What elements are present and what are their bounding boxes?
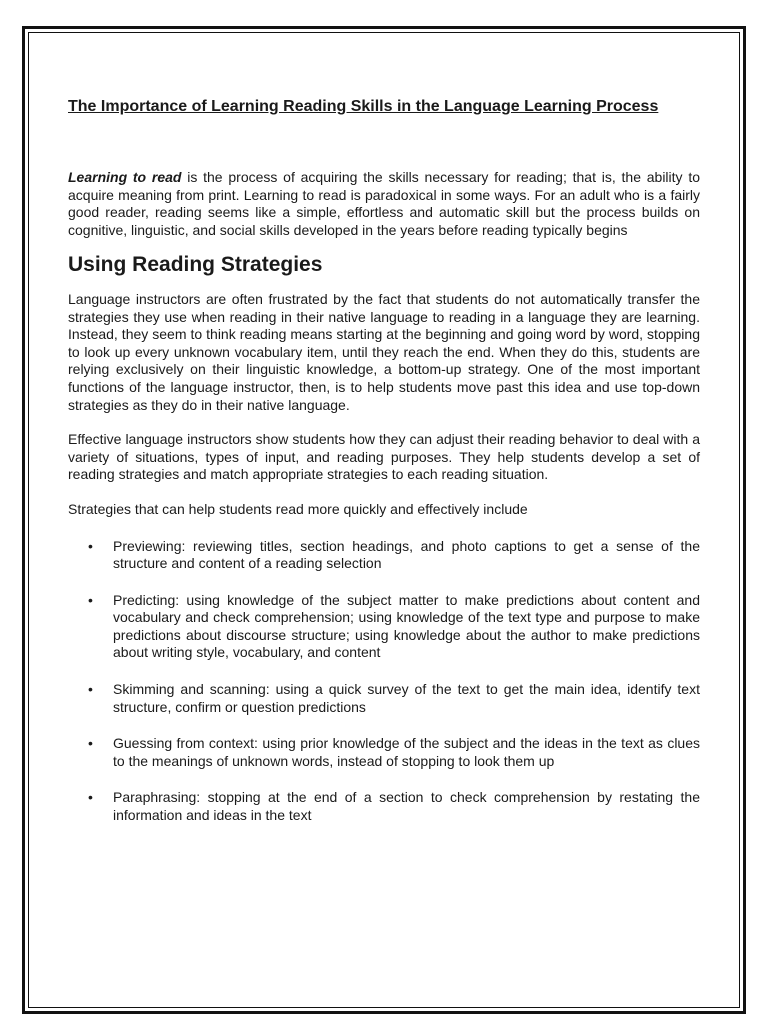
strategies-list [68, 538, 700, 825]
bullet-icon: • [88, 789, 93, 806]
list-item [68, 789, 700, 824]
document-title: The Importance of Learning Reading Skills in the Language Learning Process [68, 98, 659, 115]
list-item [68, 592, 700, 662]
intro-lead-term: Learning to read [68, 169, 182, 185]
body-paragraph: Language instructors are often frustrated by the fact that students do not automatically transfer the strategies they use when reading in their native language to reading in a language they are learning. Instead, they seem to think reading means starting at the beginning and going word by word, stopping to look up every unknown vocabulary item, until they reach the end. When they do this, students are relying exclusively on their linguistic knowledge, a bottom-up strategy. One of the most important functions of the language instructor, then, is to help students move past this idea and use top-down strategies as they do in their native language. [68, 290, 700, 413]
section-heading: Using Reading Strategies [68, 253, 323, 277]
intro-paragraph [68, 169, 700, 239]
list-item [68, 538, 700, 573]
body-paragraph: Effective language instructors show students how they can adjust their reading behavior to deal with a variety of situations, types of input, and reading purposes. They help students develop a set of reading strategies and match appropriate strategies to each reading situation. [68, 431, 700, 483]
intro-text: is the process of acquiring the skills necessary for reading; that is, the ability to acquire meaning from print. Learning to read is paradoxical in some ways. For an adult who is a fairly good reader, reading seems like a simple, effortless and automatic skill but the process builds on cognitive, linguistic, and social skills developed in the years before reading typically begins [68, 169, 700, 238]
body-paragraph: Strategies that can help students read more quickly and effectively include [68, 500, 528, 517]
list-item [68, 681, 700, 716]
bullet-icon: • [88, 735, 93, 752]
list-item-text: Previewing: reviewing titles, section headings, and photo captions to get a sense of the structure and content of a reading selection [113, 537, 700, 572]
list-item-text: Paraphrasing: stopping at the end of a section to check comprehension by restating the information and ideas in the text [113, 789, 700, 824]
bullet-icon: • [88, 681, 93, 698]
bullet-icon: • [88, 591, 93, 608]
document-body [68, 96, 700, 844]
list-item-text: Guessing from context: using prior knowledge of the subject and the ideas in the text as clues to the meanings of unknown words, instead of stopping to look them up [113, 735, 700, 769]
bullet-icon: • [88, 537, 93, 554]
list-item-text: Predicting: using knowledge of the subject matter to make predictions about content and vocabulary and check comprehension; using knowledge of the text type and purpose to make predictions about discourse structure; using knowledge about the author to make predictions about writing style, vocabulary, and content [113, 591, 700, 661]
list-item [68, 735, 700, 770]
list-item-text: Skimming and scanning: using a quick survey of the text to get the main idea, identify text structure, confirm or question predictions [113, 681, 700, 715]
